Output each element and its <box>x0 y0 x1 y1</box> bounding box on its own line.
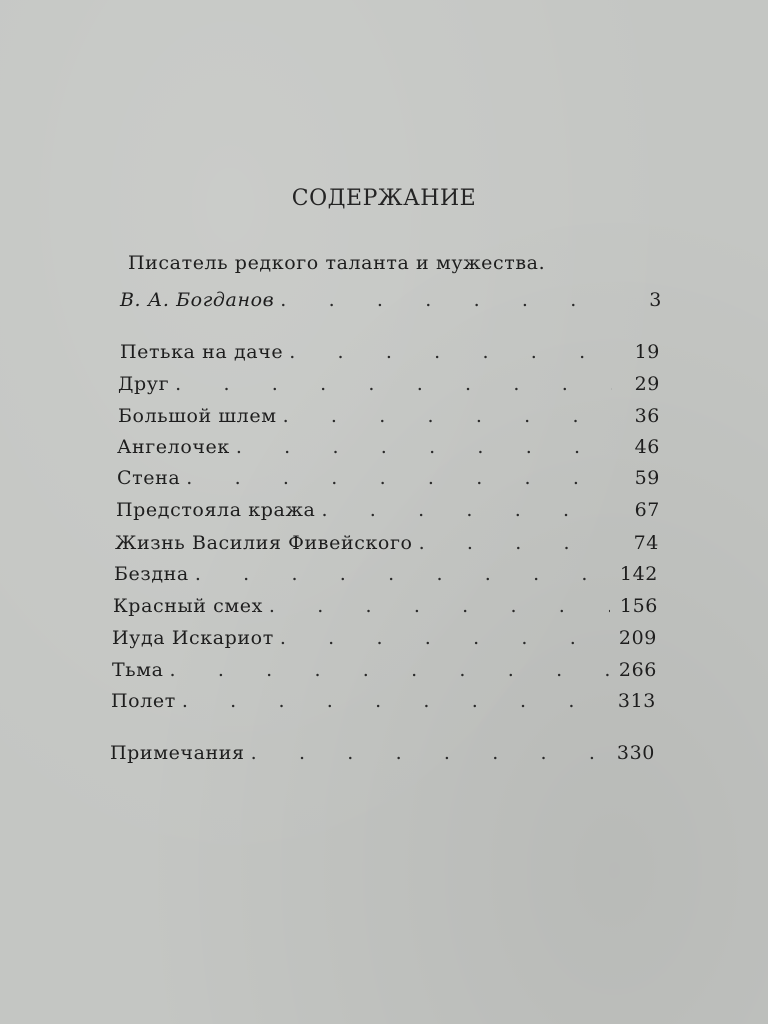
dot-leader <box>321 499 612 521</box>
toc-entry[interactable] <box>111 690 656 712</box>
page-number: 142 <box>619 563 658 585</box>
dot-leader <box>280 289 614 311</box>
entry-title: Полет <box>111 690 176 712</box>
entry-title: Красный смех <box>113 595 263 617</box>
entry-title: Предстояла кража <box>116 499 316 521</box>
dot-leader <box>182 690 608 712</box>
notes-entry[interactable] <box>110 742 655 764</box>
toc-entry[interactable] <box>118 405 660 427</box>
page-number: 29 <box>634 373 660 395</box>
dot-leader <box>283 405 612 427</box>
dot-leader <box>175 373 612 395</box>
preface-author: В. А. Богданов <box>120 289 275 311</box>
preface-entry[interactable] <box>120 289 662 311</box>
toc-entry[interactable] <box>112 659 657 681</box>
entry-title: Жизнь Василия Фивейского <box>115 532 413 554</box>
entry-title: Иуда Искариот <box>112 627 274 649</box>
entry-title: Тьма <box>112 659 164 681</box>
entry-title: Ангелочек <box>117 436 230 458</box>
entry-title: Друг <box>118 373 170 395</box>
page-number: 74 <box>633 532 659 554</box>
toc-entry[interactable] <box>115 532 659 554</box>
page-number: 313 <box>617 690 656 712</box>
page-number: 46 <box>634 436 660 458</box>
toc-entry[interactable] <box>116 499 660 521</box>
dot-leader <box>186 467 612 489</box>
page-number: 266 <box>618 659 657 681</box>
page-number: 3 <box>649 289 662 311</box>
notes-title: Примечания <box>110 742 245 764</box>
entry-title: Большой шлем <box>118 405 277 427</box>
entry-title: Стена <box>117 467 181 489</box>
page-number: 19 <box>634 341 660 363</box>
toc-entry[interactable] <box>120 341 660 363</box>
dot-leader <box>251 742 607 764</box>
preface-title: Писатель редкого таланта и мужества. <box>128 252 546 274</box>
dot-leader <box>280 627 609 649</box>
toc-entry[interactable] <box>118 373 660 395</box>
toc-entry[interactable] <box>112 627 657 649</box>
dot-leader <box>170 659 609 681</box>
page-number: 59 <box>634 467 660 489</box>
entry-title: Бездна <box>114 563 189 585</box>
toc-entry[interactable] <box>114 563 658 585</box>
dot-leader <box>419 532 611 554</box>
page-number: 67 <box>634 499 660 521</box>
dot-leader <box>236 436 612 458</box>
toc-entry[interactable] <box>113 595 658 617</box>
page-number: 156 <box>619 595 658 617</box>
dot-leader <box>289 341 612 363</box>
dot-leader <box>269 595 610 617</box>
page-number: 209 <box>618 627 657 649</box>
page-number: 330 <box>616 742 655 764</box>
toc-entry[interactable] <box>117 436 660 458</box>
entry-title: Петька на даче <box>120 341 284 363</box>
page-title: СОДЕРЖАНИЕ <box>291 186 477 211</box>
dot-leader <box>195 563 610 585</box>
page-number: 36 <box>634 405 660 427</box>
toc-entry[interactable] <box>117 467 660 489</box>
